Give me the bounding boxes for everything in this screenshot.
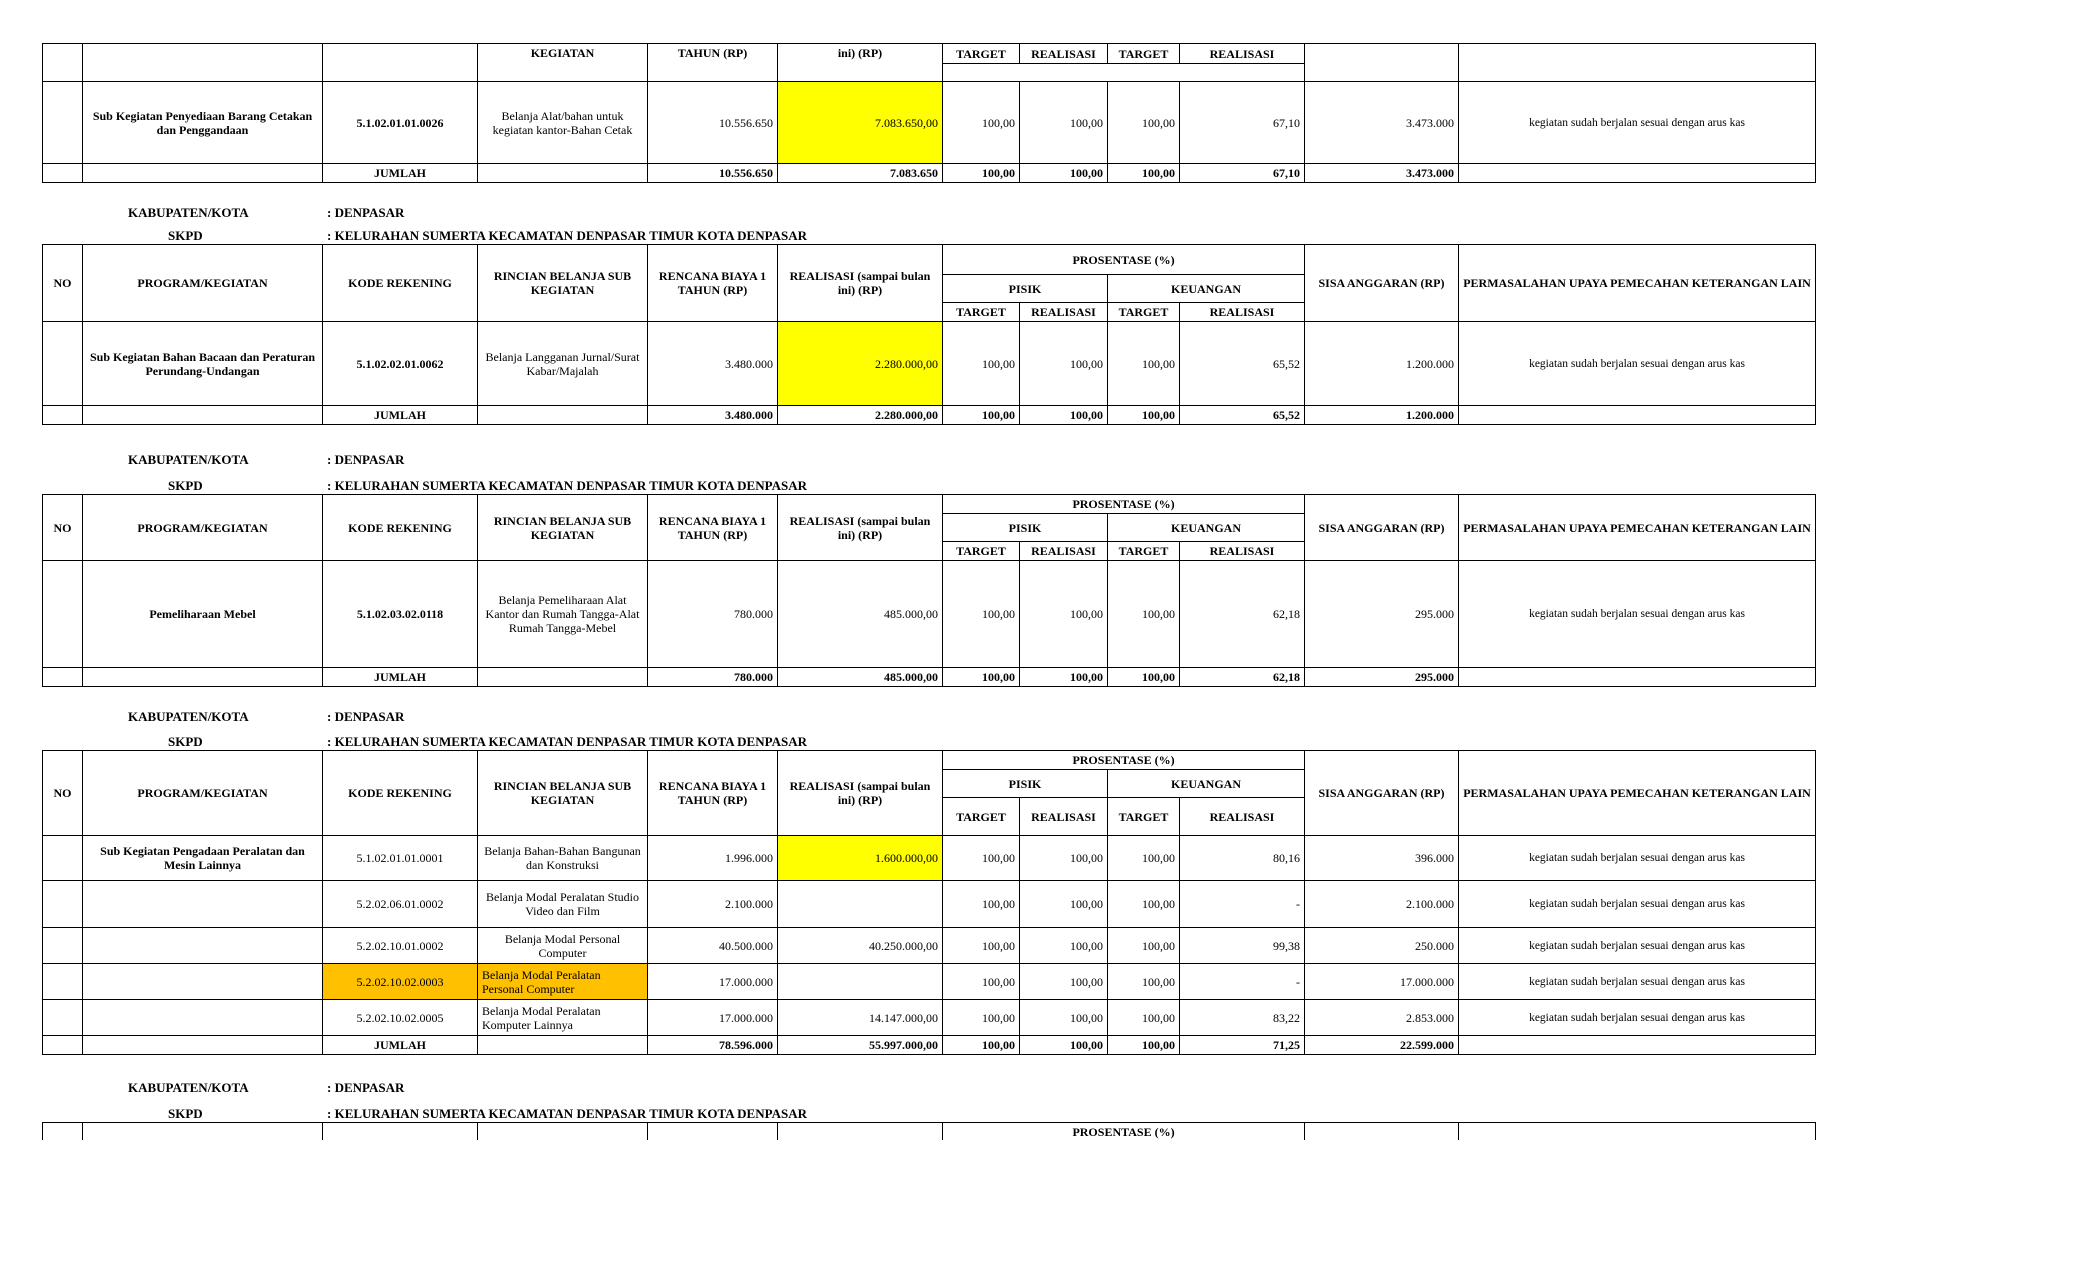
realisasi-rp-cell: 7.083.650,00 — [778, 82, 943, 164]
target-pisik-cell: 100,00 — [943, 964, 1020, 1000]
skpd-label: SKPD — [168, 478, 203, 493]
total-target-pisik: 100,00 — [943, 668, 1020, 687]
header-rincian: RINCIAN BELANJA SUB KEGIATAN — [478, 245, 648, 322]
total-row — [43, 668, 1816, 687]
header-kode: KODE REKENING — [323, 495, 478, 561]
realisasi-pisik-cell: 100,00 — [1020, 561, 1108, 668]
total-row — [43, 406, 1816, 425]
target-pisik-cell: 100,00 — [943, 881, 1020, 928]
header-target-pisik: TARGET — [943, 44, 1020, 64]
realisasi-keuangan-cell: - — [1180, 964, 1305, 1000]
header-kode: KODE REKENING — [323, 751, 478, 836]
sisa-cell: 295.000 — [1305, 561, 1459, 668]
header-realisasi-rp: REALISASI (sampai bulan ini) (RP) — [778, 751, 943, 836]
total-realisasi-keuangan: 62,18 — [1180, 668, 1305, 687]
header-target-keuangan: TARGET — [1108, 798, 1180, 836]
header-program: PROGRAM/KEGIATAN — [83, 245, 323, 322]
header-realisasi-keuangan: REALISASI — [1180, 542, 1305, 561]
skpd-label: SKPD — [168, 228, 203, 243]
keterangan-cell: kegiatan sudah berjalan sesuai dengan arus kas — [1459, 322, 1816, 406]
total-target-keuangan: 100,00 — [1108, 164, 1180, 183]
realisasi-keuangan-cell: 67,10 — [1180, 82, 1305, 164]
realisasi-keuangan-cell: 65,52 — [1180, 322, 1305, 406]
skpd-label: SKPD — [168, 1106, 203, 1121]
target-keuangan-cell: 100,00 — [1108, 561, 1180, 668]
header-realisasi-pisik: REALISASI — [1020, 542, 1108, 561]
header-rincian: KEGIATAN — [478, 44, 648, 82]
header-rincian: RINCIAN BELANJA SUB KEGIATAN — [478, 751, 648, 836]
table-row — [43, 561, 1816, 668]
realisasi-pisik-cell: 100,00 — [1020, 836, 1108, 881]
report-table-1 — [42, 43, 1816, 183]
total-label: JUMLAH — [323, 406, 478, 425]
header-cell — [83, 44, 323, 82]
rencana-cell: 40.500.000 — [648, 928, 778, 964]
rencana-cell: 1.996.000 — [648, 836, 778, 881]
realisasi-rp-cell: 40.250.000,00 — [778, 928, 943, 964]
program-cell: Sub Kegiatan Pengadaan Peralatan dan Mesin Lainnya — [83, 836, 323, 881]
realisasi-pisik-cell: 100,00 — [1020, 322, 1108, 406]
sisa-cell: 2.853.000 — [1305, 1000, 1459, 1036]
realisasi-pisik-cell: 100,00 — [1020, 1000, 1108, 1036]
kode-cell: 5.1.02.02.01.0062 — [323, 322, 478, 406]
keterangan-cell: kegiatan sudah berjalan sesuai dengan arus kas — [1459, 881, 1816, 928]
kabupaten-label: KABUPATEN/KOTA — [128, 205, 249, 220]
target-keuangan-cell: 100,00 — [1108, 322, 1180, 406]
total-sisa: 1.200.000 — [1305, 406, 1459, 425]
kabupaten-value: : DENPASAR — [327, 709, 405, 724]
kabupaten-value: : DENPASAR — [327, 205, 405, 220]
keterangan-cell: kegiatan sudah berjalan sesuai dengan arus kas — [1459, 82, 1816, 164]
total-realisasi-keuangan: 65,52 — [1180, 406, 1305, 425]
header-prosentase: PROSENTASE (%) — [943, 751, 1305, 770]
total-rencana: 10.556.650 — [648, 164, 778, 183]
total-realisasi-pisik: 100,00 — [1020, 164, 1108, 183]
realisasi-keuangan-cell: 83,22 — [1180, 1000, 1305, 1036]
table-row — [43, 82, 1816, 164]
header-pisik: PISIK — [943, 275, 1108, 303]
realisasi-keuangan-cell: 80,16 — [1180, 836, 1305, 881]
target-keuangan-cell: 100,00 — [1108, 1000, 1180, 1036]
total-target-pisik: 100,00 — [943, 406, 1020, 425]
header-cell — [43, 44, 83, 82]
skpd-value: : KELURAHAN SUMERTA KECAMATAN DENPASAR TIMUR KOTA DENPASAR — [327, 228, 807, 243]
realisasi-rp-cell: 14.147.000,00 — [778, 1000, 943, 1036]
header-sisa: SISA ANGGARAN (RP) — [1305, 751, 1459, 836]
header-rencana: TAHUN (RP) — [648, 44, 778, 82]
target-pisik-cell: 100,00 — [943, 322, 1020, 406]
program-cell: Sub Kegiatan Penyediaan Barang Cetakan dan Penggandaan — [83, 82, 323, 164]
rincian-cell: Belanja Modal Personal Computer — [478, 928, 648, 964]
header-realisasi-keuangan: REALISASI — [1180, 44, 1305, 64]
kode-cell: 5.2.02.10.02.0005 — [323, 1000, 478, 1036]
total-target-keuangan: 100,00 — [1108, 1036, 1180, 1055]
total-realisasi-pisik: 100,00 — [1020, 406, 1108, 425]
header-realisasi-keuangan: REALISASI — [1180, 303, 1305, 322]
rincian-cell: Belanja Langganan Jurnal/Surat Kabar/Majalah — [478, 322, 648, 406]
rincian-cell: Belanja Modal Peralatan Studio Video dan Film — [478, 881, 648, 928]
skpd-value: : KELURAHAN SUMERTA KECAMATAN DENPASAR TIMUR KOTA DENPASAR — [327, 1106, 807, 1121]
report-table-3 — [42, 494, 1816, 687]
skpd-value: : KELURAHAN SUMERTA KECAMATAN DENPASAR TIMUR KOTA DENPASAR — [327, 478, 807, 493]
header-permasalahan: PERMASALAHAN UPAYA PEMECAHAN KETERANGAN LAIN — [1459, 245, 1816, 322]
kode-cell: 5.2.02.10.02.0003 — [323, 964, 478, 1000]
header-keuangan: KEUANGAN — [1108, 275, 1305, 303]
target-pisik-cell: 100,00 — [943, 82, 1020, 164]
sisa-cell: 17.000.000 — [1305, 964, 1459, 1000]
header-realisasi-pisik: REALISASI — [1020, 798, 1108, 836]
header-target-pisik: TARGET — [943, 303, 1020, 322]
rincian-cell: Belanja Bahan-Bahan Bangunan dan Konstruksi — [478, 836, 648, 881]
total-realisasi-pisik: 100,00 — [1020, 1036, 1108, 1055]
header-cell — [323, 44, 478, 82]
keterangan-cell: kegiatan sudah berjalan sesuai dengan arus kas — [1459, 964, 1816, 1000]
header-no: NO — [43, 245, 83, 322]
total-rencana: 3.480.000 — [648, 406, 778, 425]
total-realisasi-rp: 7.083.650 — [778, 164, 943, 183]
target-keuangan-cell: 100,00 — [1108, 82, 1180, 164]
header-rincian: RINCIAN BELANJA SUB KEGIATAN — [478, 495, 648, 561]
rencana-cell: 780.000 — [648, 561, 778, 668]
header-realisasi-keuangan: REALISASI — [1180, 798, 1305, 836]
kode-cell: 5.1.02.01.01.0026 — [323, 82, 478, 164]
header-target-pisik: TARGET — [943, 798, 1020, 836]
header-keuangan: KEUANGAN — [1108, 770, 1305, 798]
kabupaten-label: KABUPATEN/KOTA — [128, 1080, 249, 1095]
target-keuangan-cell: 100,00 — [1108, 964, 1180, 1000]
skpd-value: : KELURAHAN SUMERTA KECAMATAN DENPASAR TIMUR KOTA DENPASAR — [327, 734, 807, 749]
header-prosentase: PROSENTASE (%) — [943, 495, 1305, 514]
header-realisasi-pisik: REALISASI — [1020, 44, 1108, 64]
header-target-keuangan: TARGET — [1108, 44, 1180, 64]
realisasi-keuangan-cell: - — [1180, 881, 1305, 928]
no-cell — [43, 82, 83, 164]
sisa-cell: 3.473.000 — [1305, 82, 1459, 164]
kabupaten-value: : DENPASAR — [327, 1080, 405, 1095]
target-pisik-cell: 100,00 — [943, 561, 1020, 668]
header-prosentase: PROSENTASE (%) — [943, 245, 1305, 275]
header-permasalahan: PERMASALAHAN UPAYA PEMECAHAN KETERANGAN LAIN — [1459, 751, 1816, 836]
total-sisa: 3.473.000 — [1305, 164, 1459, 183]
rencana-cell: 17.000.000 — [648, 964, 778, 1000]
header-realisasi-rp: REALISASI (sampai bulan ini) (RP) — [778, 245, 943, 322]
sisa-cell: 396.000 — [1305, 836, 1459, 881]
header-sisa: SISA ANGGARAN (RP) — [1305, 495, 1459, 561]
header-rencana: RENCANA BIAYA 1 TAHUN (RP) — [648, 495, 778, 561]
realisasi-keuangan-cell: 99,38 — [1180, 928, 1305, 964]
realisasi-pisik-cell: 100,00 — [1020, 82, 1108, 164]
kode-cell: 5.1.02.01.01.0001 — [323, 836, 478, 881]
report-table-5-clip — [42, 1122, 1832, 1140]
total-rencana: 78.596.000 — [648, 1036, 778, 1055]
realisasi-rp-cell: 2.280.000,00 — [778, 322, 943, 406]
header-realisasi-rp: ini) (RP) — [778, 44, 943, 82]
total-target-pisik: 100,00 — [943, 164, 1020, 183]
table-row — [43, 964, 1816, 1000]
keterangan-cell: kegiatan sudah berjalan sesuai dengan arus kas — [1459, 928, 1816, 964]
skpd-label: SKPD — [168, 734, 203, 749]
sisa-cell: 250.000 — [1305, 928, 1459, 964]
realisasi-rp-cell: 1.600.000,00 — [778, 836, 943, 881]
total-target-keuangan: 100,00 — [1108, 668, 1180, 687]
header-rencana: RENCANA BIAYA 1 TAHUN (RP) — [648, 245, 778, 322]
target-pisik-cell: 100,00 — [943, 928, 1020, 964]
total-realisasi-rp: 55.997.000,00 — [778, 1036, 943, 1055]
rencana-cell: 3.480.000 — [648, 322, 778, 406]
realisasi-pisik-cell: 100,00 — [1020, 881, 1108, 928]
rencana-cell: 2.100.000 — [648, 881, 778, 928]
header-target-keuangan: TARGET — [1108, 303, 1180, 322]
report-table-5 — [42, 1122, 1816, 1140]
header-pisik: PISIK — [943, 514, 1108, 542]
rencana-cell: 17.000.000 — [648, 1000, 778, 1036]
total-label: JUMLAH — [323, 1036, 478, 1055]
report-table-2 — [42, 244, 1816, 425]
total-row — [43, 1036, 1816, 1055]
total-row — [43, 164, 1816, 183]
rencana-cell: 10.556.650 — [648, 82, 778, 164]
header-keuangan: KEUANGAN — [1108, 514, 1305, 542]
header-realisasi-pisik: REALISASI — [1020, 303, 1108, 322]
kabupaten-label: KABUPATEN/KOTA — [128, 452, 249, 467]
header-program: PROGRAM/KEGIATAN — [83, 751, 323, 836]
header-realisasi-rp: REALISASI (sampai bulan ini) (RP) — [778, 495, 943, 561]
header-cell — [1459, 44, 1816, 82]
keterangan-cell: kegiatan sudah berjalan sesuai dengan arus kas — [1459, 561, 1816, 668]
table-row — [43, 1000, 1816, 1036]
realisasi-rp-cell: 485.000,00 — [778, 561, 943, 668]
header-cell — [1305, 44, 1459, 82]
header-program: PROGRAM/KEGIATAN — [83, 495, 323, 561]
realisasi-pisik-cell: 100,00 — [1020, 964, 1108, 1000]
header-target-pisik: TARGET — [943, 542, 1020, 561]
target-keuangan-cell: 100,00 — [1108, 881, 1180, 928]
keterangan-cell: kegiatan sudah berjalan sesuai dengan arus kas — [1459, 1000, 1816, 1036]
header-prosentase: PROSENTASE (%) — [943, 1123, 1305, 1141]
program-cell: Sub Kegiatan Bahan Bacaan dan Peraturan Perundang-Undangan — [83, 322, 323, 406]
total-realisasi-rp: 485.000,00 — [778, 668, 943, 687]
kode-cell: 5.2.02.10.01.0002 — [323, 928, 478, 964]
total-realisasi-keuangan: 71,25 — [1180, 1036, 1305, 1055]
report-table-4 — [42, 750, 1816, 1055]
rincian-cell: Belanja Modal Peralatan Personal Computer — [478, 964, 648, 1000]
target-keuangan-cell: 100,00 — [1108, 836, 1180, 881]
realisasi-pisik-cell: 100,00 — [1020, 928, 1108, 964]
table-row — [43, 836, 1816, 881]
total-realisasi-pisik: 100,00 — [1020, 668, 1108, 687]
total-label: JUMLAH — [323, 164, 478, 183]
total-target-pisik: 100,00 — [943, 1036, 1020, 1055]
header-kode: KODE REKENING — [323, 245, 478, 322]
total-label: JUMLAH — [323, 668, 478, 687]
total-realisasi-rp: 2.280.000,00 — [778, 406, 943, 425]
header-no: NO — [43, 495, 83, 561]
sisa-cell: 1.200.000 — [1305, 322, 1459, 406]
keterangan-cell: kegiatan sudah berjalan sesuai dengan arus kas — [1459, 836, 1816, 881]
target-pisik-cell: 100,00 — [943, 836, 1020, 881]
realisasi-rp-cell — [778, 881, 943, 928]
table-row — [43, 322, 1816, 406]
header-target-keuangan: TARGET — [1108, 542, 1180, 561]
header-no: NO — [43, 751, 83, 836]
table-row — [43, 928, 1816, 964]
kode-cell: 5.2.02.06.01.0002 — [323, 881, 478, 928]
table-row — [43, 881, 1816, 928]
realisasi-rp-cell — [778, 964, 943, 1000]
header-permasalahan: PERMASALAHAN UPAYA PEMECAHAN KETERANGAN LAIN — [1459, 495, 1816, 561]
total-realisasi-keuangan: 67,10 — [1180, 164, 1305, 183]
sisa-cell: 2.100.000 — [1305, 881, 1459, 928]
rincian-cell: Belanja Alat/bahan untuk kegiatan kantor-Bahan Cetak — [478, 82, 648, 164]
kabupaten-label: KABUPATEN/KOTA — [128, 709, 249, 724]
target-keuangan-cell: 100,00 — [1108, 928, 1180, 964]
total-sisa: 295.000 — [1305, 668, 1459, 687]
program-cell: Pemeliharaan Mebel — [83, 561, 323, 668]
kabupaten-value: : DENPASAR — [327, 452, 405, 467]
total-sisa: 22.599.000 — [1305, 1036, 1459, 1055]
header-pisik: PISIK — [943, 770, 1108, 798]
header-rencana: RENCANA BIAYA 1 TAHUN (RP) — [648, 751, 778, 836]
rincian-cell: Belanja Modal Peralatan Komputer Lainnya — [478, 1000, 648, 1036]
header-sisa: SISA ANGGARAN (RP) — [1305, 245, 1459, 322]
kode-cell: 5.1.02.03.02.0118 — [323, 561, 478, 668]
realisasi-keuangan-cell: 62,18 — [1180, 561, 1305, 668]
total-rencana: 780.000 — [648, 668, 778, 687]
target-pisik-cell: 100,00 — [943, 1000, 1020, 1036]
rincian-cell: Belanja Pemeliharaan Alat Kantor dan Rumah Tangga-Alat Rumah Tangga-Mebel — [478, 561, 648, 668]
total-target-keuangan: 100,00 — [1108, 406, 1180, 425]
